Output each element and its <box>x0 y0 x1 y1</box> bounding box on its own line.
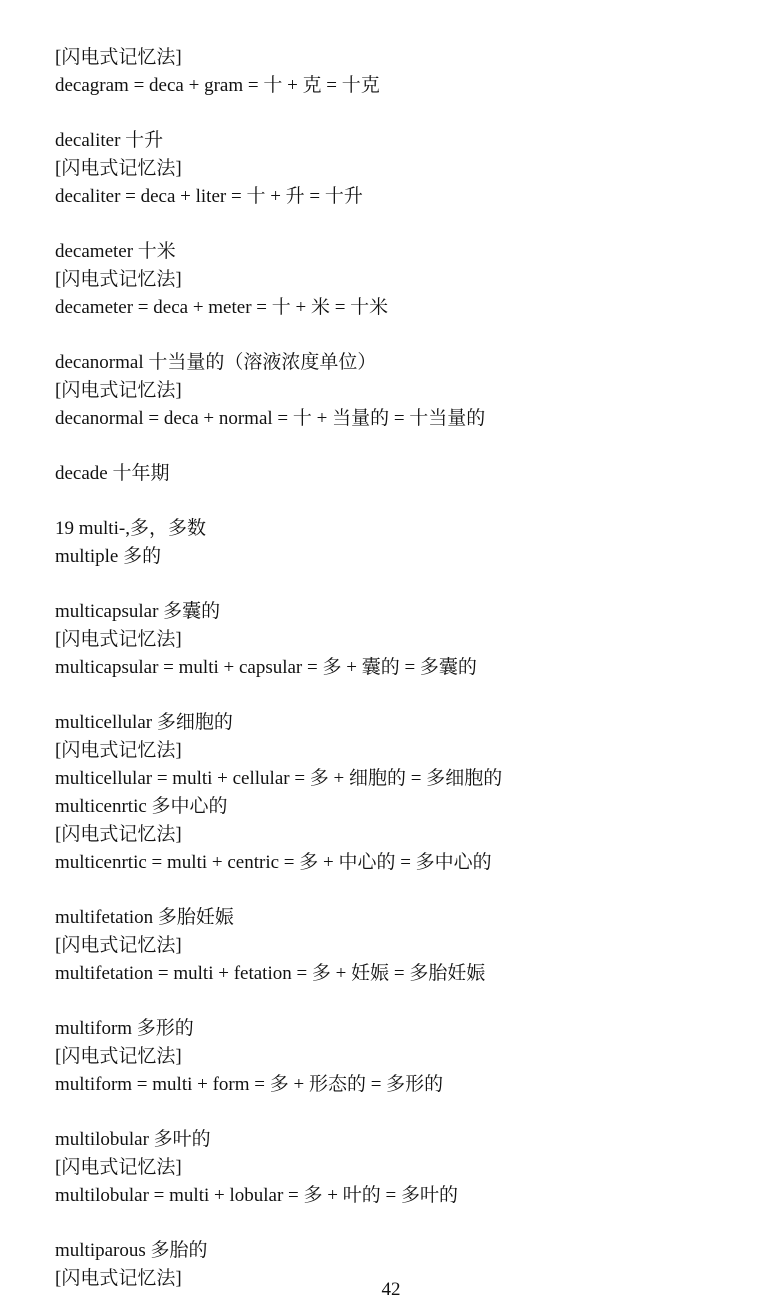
text-line: multicapsular = multi + capsular = 多 + 囊的 = 多囊的 <box>55 657 477 678</box>
blank-line <box>55 1210 745 1237</box>
text-line: multiple 多的 <box>55 546 162 567</box>
text-line: [闪电式记忆法] <box>55 935 182 956</box>
text-line: multilobular = multi + lobular = 多 + 叶的 = 多叶的 <box>55 1185 458 1206</box>
text-line: decameter 十米 <box>55 241 176 262</box>
blank-line <box>55 211 745 238</box>
text-line: multilobular 多叶的 <box>55 1129 211 1150</box>
blank-line <box>55 433 745 460</box>
text-line: [闪电式记忆法] <box>55 269 182 290</box>
blank-line <box>55 322 745 349</box>
text-line: decaliter = deca + liter = 十 + 升 = 十升 <box>55 186 363 207</box>
text-line: decaliter 十升 <box>55 130 164 151</box>
text-line: [闪电式记忆法] <box>55 824 182 845</box>
text-line: [闪电式记忆法] <box>55 380 182 401</box>
text-line: multicenrtic 多中心的 <box>55 796 228 817</box>
blank-line <box>55 488 745 515</box>
blank-line <box>55 571 745 598</box>
blank-line <box>55 988 745 1015</box>
text-line: multiparous 多胎的 <box>55 1240 208 1261</box>
page-content <box>55 44 745 1293</box>
text-line: [闪电式记忆法] <box>55 740 182 761</box>
text-line: [闪电式记忆法] <box>55 629 182 650</box>
text-line: decade 十年期 <box>55 463 170 484</box>
blank-line <box>55 1099 745 1126</box>
text-line: [闪电式记忆法] <box>55 1046 182 1067</box>
text-line: multiform = multi + form = 多 + 形态的 = 多形的 <box>55 1074 444 1095</box>
text-line: decagram = deca + gram = 十 + 克 = 十克 <box>55 75 380 96</box>
text-line: decanormal 十当量的（溶液浓度单位） <box>55 352 377 373</box>
text-line: decanormal = deca + normal = 十 + 当量的 = 十当量的 <box>55 408 486 429</box>
text-line: [闪电式记忆法] <box>55 1268 182 1289</box>
text-line: [闪电式记忆法] <box>55 1157 182 1178</box>
text-line: [闪电式记忆法] <box>55 47 182 68</box>
text-line: multifetation 多胎妊娠 <box>55 907 234 928</box>
blank-line <box>55 877 745 904</box>
text-line: multicellular 多细胞的 <box>55 712 233 733</box>
text-line: multiform 多形的 <box>55 1018 194 1039</box>
blank-line <box>55 682 745 709</box>
text-line: 19 multi-,多，多数 <box>55 518 206 539</box>
text-line: decameter = deca + meter = 十 + 米 = 十米 <box>55 297 389 318</box>
text-line: [闪电式记忆法] <box>55 158 182 179</box>
text-line: multicapsular 多囊的 <box>55 601 221 622</box>
page-number: 42 <box>381 1279 401 1300</box>
text-line: multifetation = multi + fetation = 多 + 妊娠 = 多胎妊娠 <box>55 963 486 984</box>
blank-line <box>55 100 745 127</box>
text-line: multicellular = multi + cellular = 多 + 细胞的 = 多细胞的 <box>55 768 503 789</box>
text-line: multicenrtic = multi + centric = 多 + 中心的 = 多中心的 <box>55 852 492 873</box>
